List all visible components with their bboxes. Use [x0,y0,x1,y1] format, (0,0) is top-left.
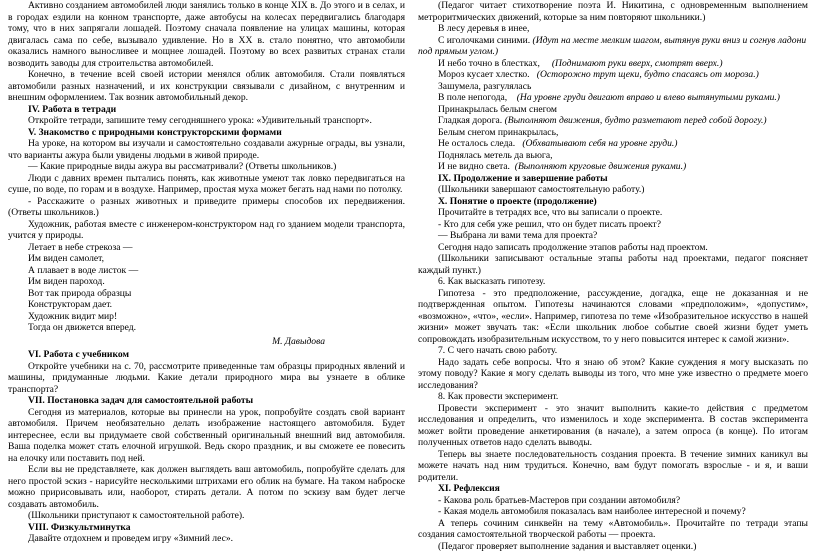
paragraph: — Выбрана ли вами тема для проекта? [438,230,598,241]
poem [8,242,405,334]
paragraph: Сегодня надо записать продолжение этапов работы над проектом. [438,241,708,253]
poem-line: Летает в небе стрекоза — [28,241,133,253]
paragraph: 7. С чего начать свою работу. [438,345,558,356]
poem-line: Зашумела, разгулялась [438,80,532,92]
poem-text: С иголочками синими. [438,34,531,46]
poem-line: Поднялась метель да вьюга, [438,149,553,161]
paragraph: Провести эксперимент - это значит выполнить какие-то действия с предметом исследования и определить, что изменилось и ходе эксперимента. В состав эксперимента может войти проведение анкетирования (в начале), а затем опроса (в конце). По итогам полученных ответов надо сделать выводы. [418,402,808,448]
poem-line: Принакрылась белым снегом [438,103,557,115]
stage-direction: (Осторожно трут щеки, будто спасаясь от мороза.) [536,69,759,80]
poem-line [418,92,808,104]
right-column [418,0,808,552]
poem-text: Не осталось следа. [438,138,516,149]
poem-line: Белым снегом принакрылась, [438,126,559,138]
paragraph: (Педагог проверяет выполнение задания и выставляет оценки.) [438,540,697,552]
poem-line: Тогда он движется вперед. [28,322,137,333]
poem-line [418,58,808,70]
poem-text: В поле непогода, [438,92,508,103]
poem-line [418,69,808,81]
paragraph: Надо задать себе вопросы. Что я знаю об этом? Какие суждения я могу высказать по этому поводу? Какие я могу сделать выводы из того, что мне уже известно о предмете моего исследования? [418,356,808,391]
paragraph: Откройте тетради, запишите тему сегодняшнего урока: «Удивительный транспорт». [28,115,372,126]
paragraph: На уроке, на котором вы изучали и самостоятельно создавали ажурные ограды, вы узнали, что варианты ажура были увидены людьми в живой природе. [8,138,405,161]
section-heading: V. Знакомство с природными конструкторскими формами [28,126,282,138]
paragraph: Активно созданием автомобилей люди занялись только в конце XIX в. До этого и в селах, и в городах ездили на конном транспорте, даже автобусы на колесах передвигались благодаря тому, что в них запрягали лошадей. Поэтому сначала появление на улицах машины, которая двигалась сама по себе, вызывало удивление. Но в XX в. стало понятно, что автомобили оказались намного выносливее и мощнее лошадей. Поэтому во всех развитых странах стали возводить заводы для строительства автомобилей. [8,0,405,69]
paragraph: Гипотеза - это предположение, рассуждение, догадка, еще не доказанная и не подтвержденная опытом. Гипотезы начинаются словами «предположим», «допустим», «возможно», «что», «если». Например, гипотеза по теме «Изобразительное искусство в нашей жизни» может звучать так: «Если школьник любое событие своей жизни будет уметь сопровождать изобразительным искусством, то у него повысится интерес к самой жизни». [418,287,808,345]
poem-text: Гладкая дорога. [438,115,503,126]
poem-line: Вот так природа образцы [28,287,132,299]
paragraph: 8. Как провести эксперимент. [438,391,559,402]
poem-line: А плавает в воде листок — [28,264,139,276]
paragraph: Теперь вы знаете последовательность создания проекта. В течение зимних каникул вы можете начать над ним трудиться. Конечно, вам будут помогать взрослые - и я, и ваши родители. [418,448,808,483]
stage-direction: (Обхватывают себя на уровне груди.) [522,138,678,149]
section-heading: IX. Продолжение и завершение работы [438,172,608,184]
paragraph: Сегодня из материалов, которые вы принесли на урок, попробуйте создать свой вариант автомобиля. Причем необязательно делать изображение настоящего автомобиля. Будет интереснее, если вы придумаете свой собственный оригинальный внешний вид автомобиля. Ваша поделка может стать елочной игрушкой. Ведь скоро праздник, и вы сможете ее повесить на елочку или поставить под ней. [8,406,405,464]
poem-line [418,115,808,127]
paragraph: — Какие природные виды ажура вы рассматривали? (Ответы школьников.) [28,161,337,172]
paragraph: Прочитайте в тетрадях все, что вы записали о проекте. [438,207,663,218]
poem-author: М. Давыдова [272,335,325,347]
section-heading: XI. Рефлексия [438,483,500,494]
paragraph: - Какова роль братьев-Мастеров при создании автомобиля? [438,494,681,506]
paragraph: Конечно, в течение всей своей истории менялся облик автомобиля. Стали появляться автомобили разных назначений, и их конструкции связывали с дизайном, с внутренним и внешним оформлением. Так возник автомобильный декор. [8,69,405,103]
poem-text: Мороз кусает хлестко. [438,69,530,80]
paragraph: Художник, работая вместе с инженером-конструктором над го зданием модели транспорта, учится у природы. [8,218,405,241]
paragraph: (Школьники записывают остальные этапы работы над проектами, педагог поясняет каждый пункт.) [418,253,808,276]
stage-direction: (На уровне груди двигают вправо и влево вытянутыми руками.) [516,92,780,103]
paragraph: 6. Как высказать гипотезу. [438,276,546,287]
poem-text: И не видно света. [438,161,510,172]
poem-line: Художник видит мир! [28,310,118,322]
paragraph: Люди с давних времен пытались понять, как животные умеют так ловко передвигаться на суше, по воде, по горам и в воздухе. Например, простая муха может бегать над нами по потолку. [8,172,405,195]
section-heading: VI. Работа с учебником [28,349,130,360]
section-heading: IV. Работа в тетради [28,103,117,115]
paragraph: Если вы не представляете, как должен выглядеть ваш автомобиль, попробуйте сделать для него простой эскиз - нарисуйте несколькими штрихами его облик на бумаге. На таком наброске можно пририсовывать или, наоборот, стирать детали. А потом по эскизу вам будет легче создавать автомобиль. [8,464,405,510]
stage-direction: (Выполняют движения, будто разметают перед собой дорогу.) [504,115,767,126]
left-column [8,0,405,545]
paragraph: - Кто для себя уже решил, что он будет писать проект? [438,218,662,230]
stage-direction: (Идут на месте мелким шагом, вытянув руки вниз и согнув ладони под прямым углом.) [418,34,807,57]
paragraph: (Школьники завершают самостоятельную работу.) [438,184,645,195]
stage-direction: (Выполняют круговые движения руками.) [514,161,687,172]
poem-line: Им виден пароход. [28,276,105,287]
paragraph: (Педагог читает стихотворение поэта И. Никитина, с одновременным выполнением метроритмических движений, которые за ним повторяют школьники.) [418,0,808,23]
paragraph: - Какая модель автомобиля показалась вам наиболее интересной и почему? [438,506,746,517]
section-heading: VIII. Физкультминутка [28,521,131,533]
poem-line [418,161,808,173]
paragraph: А теперь сочиним синквейн на тему «Автомобиль». Прочитайте по тетради этапы создания самостоятельной творческой работы — проекта. [418,517,808,540]
stage-direction: (Поднимают руки вверх, смотрят вверх.) [551,57,723,69]
section-heading: X. Понятие о проекте (продолжение) [438,195,597,207]
poem-line: Им виден самолет, [28,253,105,264]
poem-line [418,138,808,150]
paragraph: - Расскажите о разных животных и приведите примеры способов их передвижения. (Ответы школьников.) [8,195,405,218]
paragraph: (Школьники приступают к самостоятельной работе). [28,510,245,521]
poem-line [418,35,808,58]
poem-line: Конструкторам дает. [28,299,113,310]
section-heading: VII. Постановка задач для самостоятельной работы [28,395,254,406]
paragraph: Давайте отдохнем и проведем игру «Зимний лес». [28,533,234,544]
paragraph: Откройте учебники на с. 70, рассмотрите приведенные там образцы природных явлений и машины, придуманные людьми. Какие детали природного мира вы узнаете в облике транспорта? [8,360,405,395]
poem-text: И небо точно в блестках, [438,57,540,69]
poem-line: В лесу деревья в инее, [438,23,530,34]
